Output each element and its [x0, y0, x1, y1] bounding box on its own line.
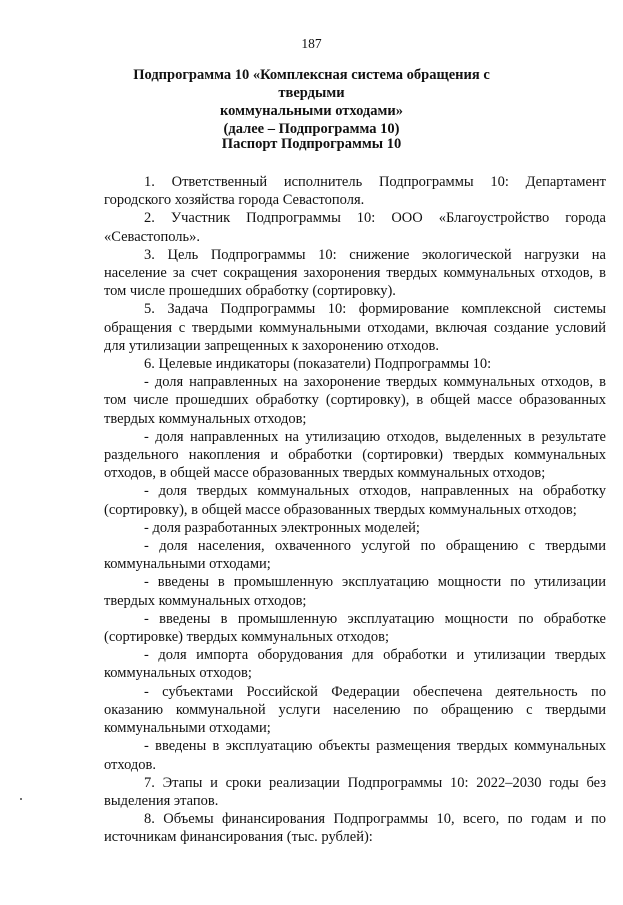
paragraph: 8. Объемы финансирования Подпрограммы 10, всего, по годам и по источникам финансирования (тыс. рублей): [104, 811, 606, 846]
list-item: - доля импорта оборудования для обработки и утилизации твердых коммунальных отходов; [104, 647, 606, 682]
paragraph: 3. Цель Подпрограммы 10: снижение экологической нагрузки на население за счет сокращения захоронения твердых коммунальных отходов, в том числе прошедших обработку (сортировку). [104, 246, 606, 300]
paragraph: 1. Ответственный исполнитель Подпрограммы 10: Департамент городского хозяйства города Севастополя. [104, 174, 606, 209]
list-item: - введены в эксплуатацию объекты размещения твердых коммунальных отходов. [104, 738, 606, 773]
document-body [104, 173, 606, 847]
paragraph: 6. Целевые индикаторы (показатели) Подпрограммы 10: [144, 356, 492, 373]
title-line-2: коммунальными отходами» [220, 103, 403, 119]
list-item: - субъектами Российской Федерации обеспечена деятельность по оказанию коммунальной услуги населению по обращению с твердыми коммунальными отходами; [104, 683, 606, 737]
list-item: - доля твердых коммунальных отходов, направленных на обработку (сортировку), в общей массе образованных твердых коммунальных отходов; [104, 483, 606, 518]
title-line-1: Подпрограмма 10 «Комплексная система обращения с твердыми [133, 67, 490, 101]
list-item: - доля разработанных электронных моделей; [144, 519, 420, 536]
list-item: - введены в промышленную эксплуатацию мощности по обработке (сортировке) твердых коммунальных отходов; [104, 610, 606, 646]
list-item: - доля населения, охваченного услугой по обращению с твердыми коммунальными отходами; [104, 538, 606, 573]
list-item: - доля направленных на захоронение твердых коммунальных отходов, в том числе прошедших обработку (сортировку), в общей массе образованных твердых коммунальных отходов; [104, 374, 606, 427]
passport-title: Паспорт Подпрограммы 10 [221, 136, 402, 152]
scan-speck [20, 798, 22, 800]
page-number: 187 [301, 36, 322, 51]
paragraph: 5. Задача Подпрограммы 10: формирование комплексной системы обращения с твердыми коммунальными отходами, включая создание условий для утилизации запрещенных к захоронению отходов. [104, 301, 606, 354]
subprogram-title [100, 66, 523, 138]
paragraph: 7. Этапы и сроки реализации Подпрограммы 10: 2022–2030 годы без выделения этапов. [104, 774, 606, 809]
title-line-3: (далее – Подпрограмма 10) [223, 121, 400, 137]
paragraph: 2. Участник Подпрограммы 10: ООО «Благоустройство города «Севастополь». [104, 210, 606, 245]
list-item: - доля направленных на утилизацию отходов, выделенных в результате раздельного накопления и обработки (сортировки) твердых коммунальных отходов, в общей массе образованных твердых коммунальных отходов; [104, 428, 606, 482]
list-item: - введены в промышленную эксплуатацию мощности по утилизации твердых коммунальных отходов; [104, 574, 606, 609]
